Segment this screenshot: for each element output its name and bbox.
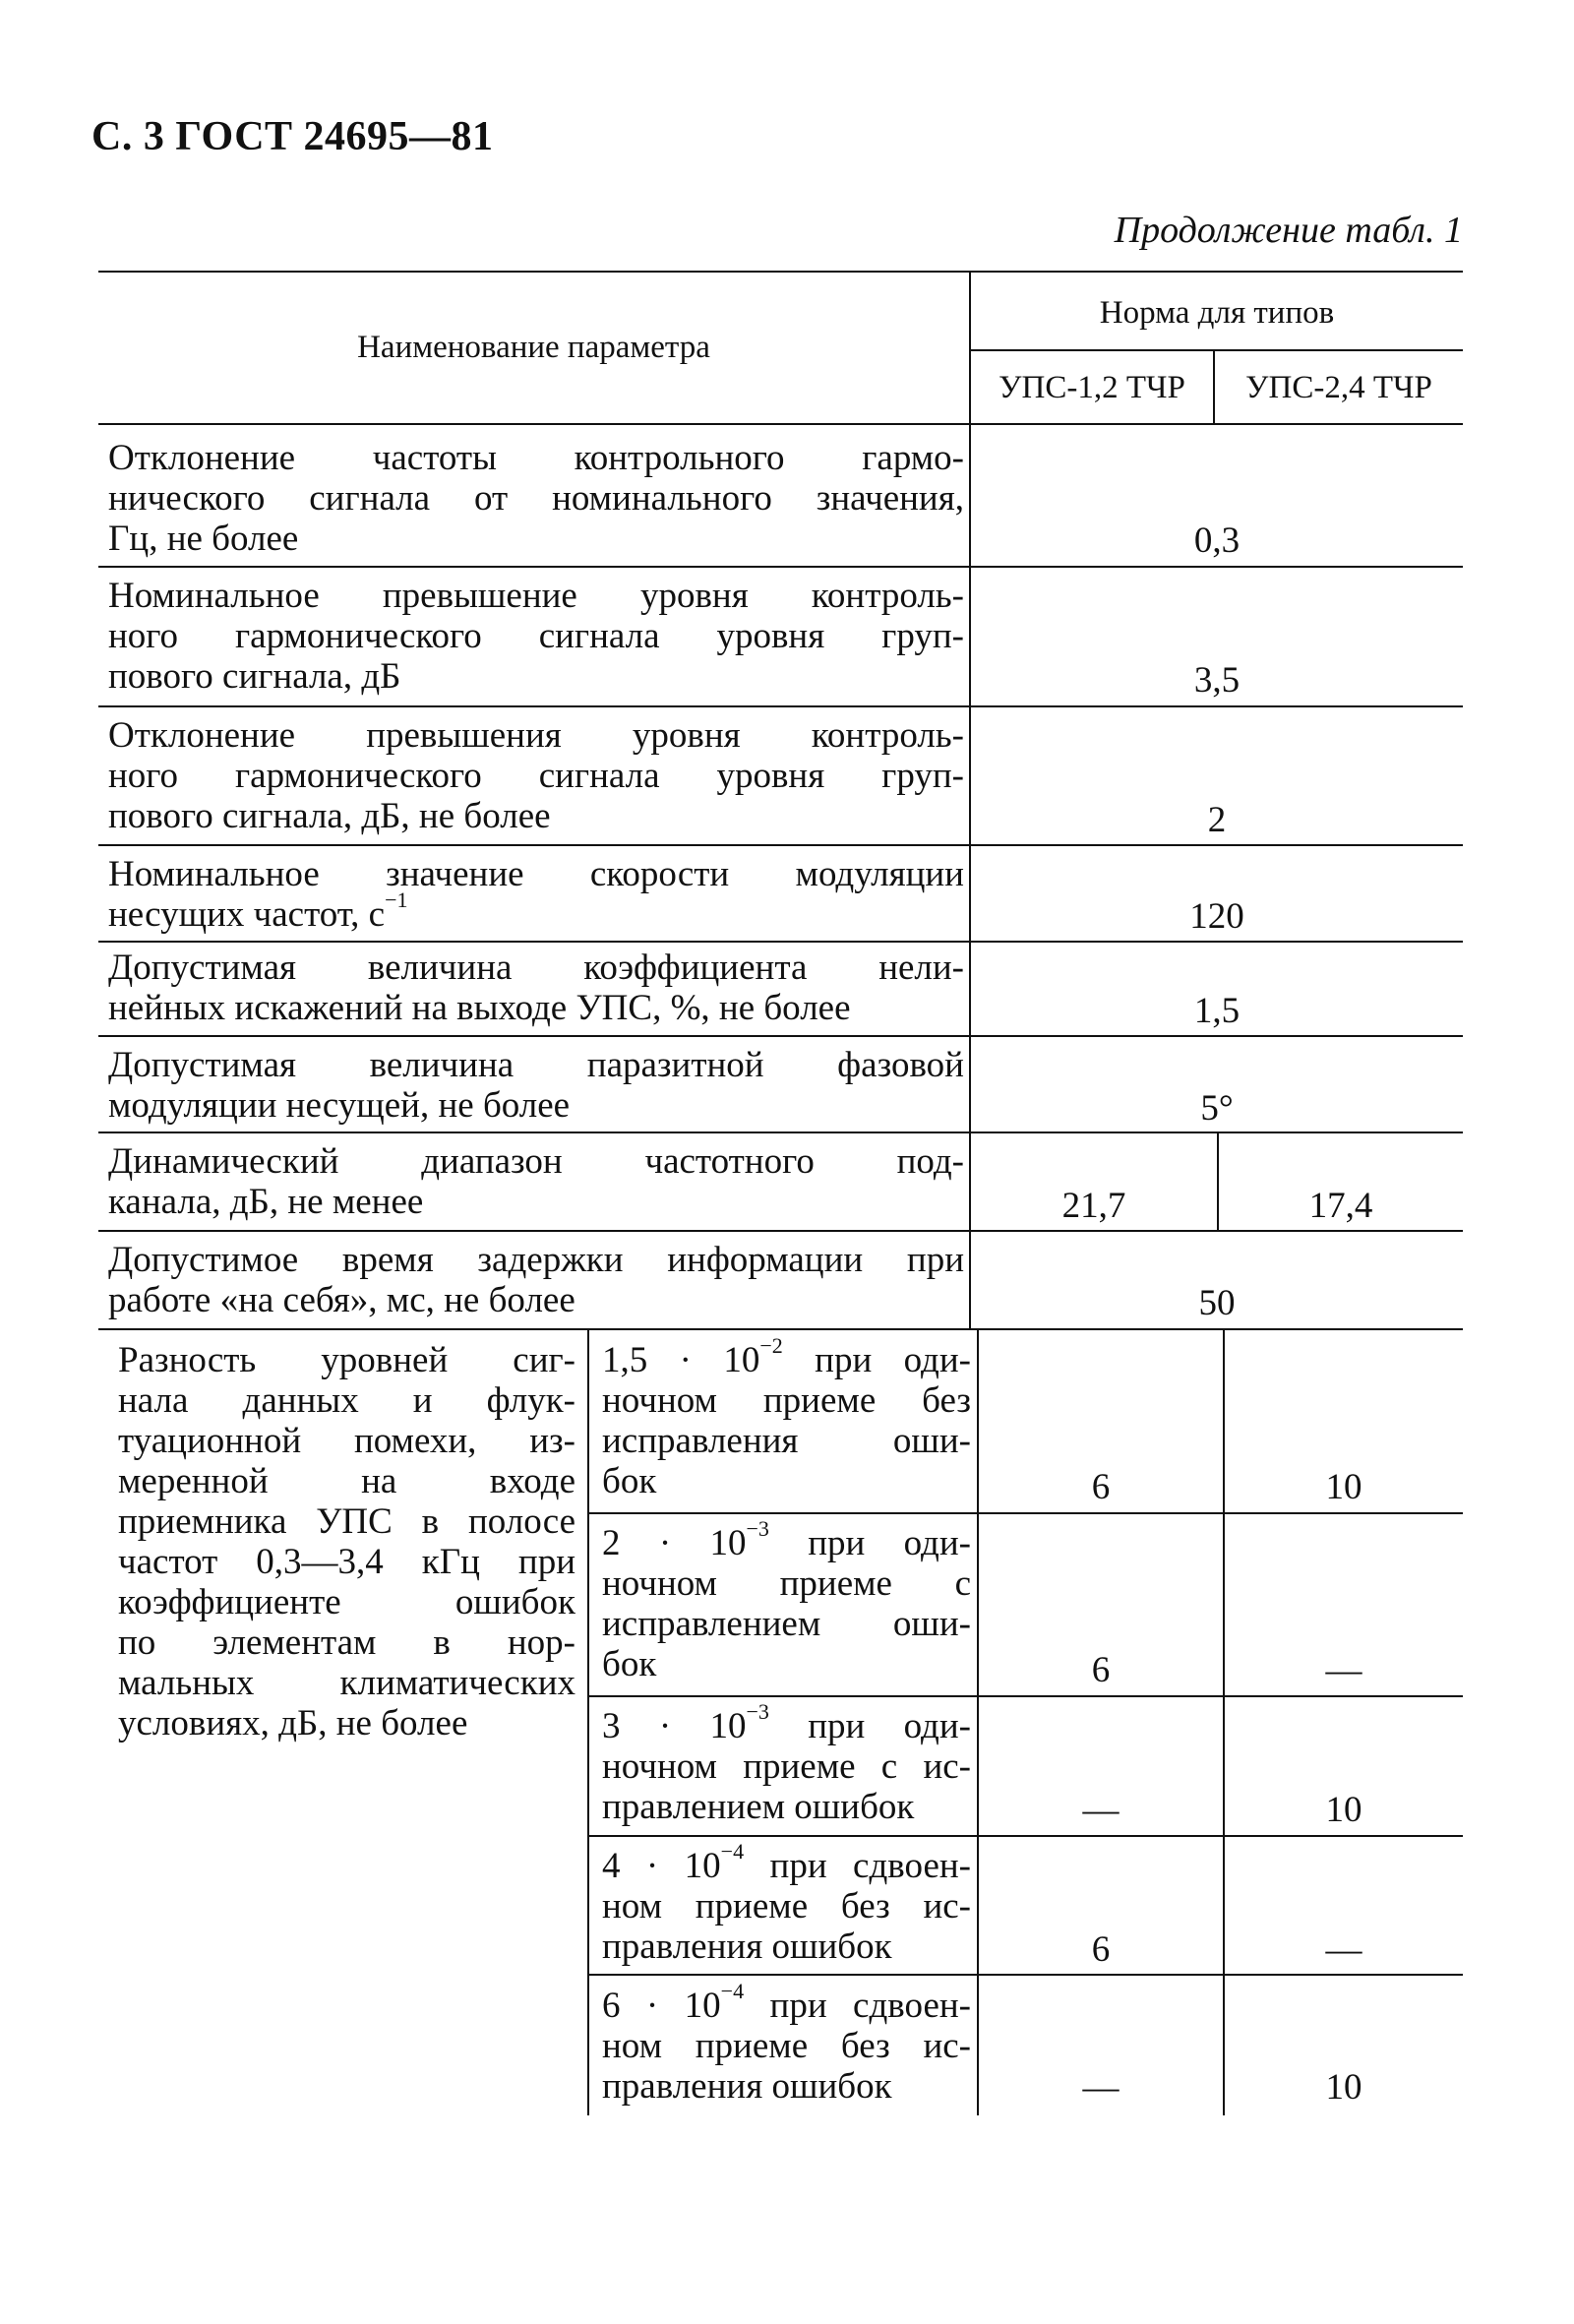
row-line: туационной помехи, из-	[118, 1421, 575, 1461]
table-top-rule	[98, 271, 1463, 273]
norm-sub-rule	[971, 349, 1463, 351]
row-line: модуляции несущей, не более	[108, 1085, 571, 1126]
value-row-5: 1,5	[1193, 991, 1241, 1031]
row-rule	[98, 1131, 1463, 1133]
row-rule	[98, 1230, 1463, 1232]
superscript: −3	[746, 1698, 769, 1724]
table-continuation-label: Продолжение табл. 1	[1114, 210, 1463, 251]
value-row-7-col2: 17,4	[1308, 1186, 1373, 1226]
row-line: нала данных и флук-	[118, 1380, 575, 1421]
row-line: ного гармонического сигнала уровня груп-	[108, 616, 964, 656]
row-line: ночном приеме без	[602, 1380, 971, 1421]
sub-base: 6 · 10	[602, 1986, 721, 2026]
row-line: нического сигнала от номинального значения,	[108, 478, 964, 519]
row-line: бок	[602, 1644, 657, 1684]
sub-column-right-rule	[977, 1328, 979, 2115]
sub-condition-2	[602, 1515, 972, 1684]
type-split-rule	[1223, 1328, 1225, 2115]
row-line: ного гармонического сигнала уровня груп-	[108, 756, 964, 796]
sub-4-value-col1: 6	[1091, 1929, 1111, 1970]
sub-column-left-rule	[587, 1328, 589, 2115]
sub-base: 3 · 10	[602, 1706, 747, 1746]
row-line: Отклонение превышения уровня контроль-	[108, 715, 964, 756]
value-row-8: 50	[1198, 1283, 1236, 1323]
value-row-7-col1: 21,7	[1061, 1186, 1126, 1226]
row-line: Допустимая величина паразитной фазовой	[108, 1045, 964, 1085]
value-row-3: 2	[1207, 800, 1227, 840]
row-line: правления ошибок	[602, 2066, 892, 2107]
value-row-6: 5°	[1200, 1088, 1234, 1129]
param-row-9	[118, 1340, 575, 1743]
row-rule	[98, 705, 1463, 707]
sub-condition-5	[602, 1978, 971, 2107]
type-header-2: УПС-2,4 ТЧР	[1245, 370, 1432, 405]
param-row-5	[108, 948, 964, 1028]
sub-rule	[587, 1512, 1463, 1514]
row-line: меренной на входе	[118, 1461, 575, 1501]
row-line: условиях, дБ, не более	[118, 1703, 468, 1743]
norm-header: Норма для типов	[1099, 295, 1335, 331]
row-line-with-sup	[108, 887, 964, 935]
row-line: правления ошибок	[602, 1926, 892, 1967]
row-line: Динамический диапазон частотного под-	[108, 1141, 964, 1182]
sub-rule	[587, 1974, 1463, 1976]
row-line: Гц, не более	[108, 519, 299, 559]
sub-base: 2 · 10	[602, 1523, 747, 1563]
row-line: Допустимое время задержки информации при	[108, 1240, 964, 1280]
sub-rest: при оди-	[768, 1523, 972, 1563]
row-line: ном приеме без ис-	[602, 2026, 971, 2066]
row-line: работе «на себя», мс, не более	[108, 1280, 575, 1320]
row-line: пового сигнала, дБ, не более	[108, 796, 551, 836]
row-line: пового сигнала, дБ	[108, 656, 401, 697]
row-line: бок	[602, 1461, 657, 1501]
row-line: Отклонение частоты контрольного гармо-	[108, 438, 964, 478]
row-line: ночном приеме с	[602, 1563, 971, 1604]
row-line: коэффициенте ошибок	[118, 1582, 575, 1622]
sub-condition-4	[602, 1838, 971, 1967]
sub-2-value-col1: 6	[1091, 1650, 1111, 1690]
sub-1-value-col1: 6	[1091, 1467, 1111, 1507]
sub-rest: при оди-	[768, 1706, 972, 1746]
sub-5-value-col1: —	[1082, 2067, 1120, 2108]
row-line: по элементам в нор-	[118, 1622, 575, 1663]
row-line-text: несущих частот, с	[108, 894, 386, 935]
sub-first-line	[602, 1332, 972, 1380]
row-rule	[98, 566, 1463, 568]
sub-base: 4 · 10	[602, 1846, 721, 1886]
row-line: Допустимая величина коэффициента нели-	[108, 948, 964, 988]
value-row-4: 120	[1189, 896, 1244, 937]
head-bottom-rule	[98, 423, 1463, 425]
value-row-2: 3,5	[1193, 660, 1241, 701]
superscript: −1	[385, 887, 408, 912]
value-row-1: 0,3	[1193, 520, 1241, 561]
sub-first-line	[602, 1978, 971, 2026]
param-row-2	[108, 576, 964, 697]
sub-rest: при оди-	[782, 1340, 972, 1380]
superscript: −2	[759, 1332, 783, 1358]
row-rule	[98, 1035, 1463, 1037]
sub-rule	[587, 1835, 1463, 1837]
superscript: −3	[746, 1515, 769, 1541]
type-header-1: УПС-1,2 ТЧР	[999, 370, 1185, 405]
row-line: канала, дБ, не менее	[108, 1182, 424, 1222]
row-line: исправления оши-	[602, 1421, 971, 1461]
sub-5-value-col2: 10	[1325, 2067, 1362, 2108]
row-rule	[98, 844, 1463, 846]
sub-4-value-col2: —	[1325, 1929, 1362, 1970]
row-line: Номинальное превышение уровня контроль-	[108, 576, 964, 616]
sub-1-value-col2: 10	[1325, 1467, 1362, 1507]
sub-rule	[587, 1695, 1463, 1697]
sub-first-line	[602, 1698, 972, 1746]
sub-condition-1	[602, 1332, 972, 1501]
param-row-1	[108, 438, 964, 559]
param-header: Наименование параметра	[357, 330, 710, 365]
param-row-4	[108, 854, 964, 935]
row-line: ночном приеме с ис-	[602, 1746, 971, 1787]
param-row-6	[108, 1045, 964, 1126]
row-rule	[98, 941, 1463, 943]
sub-2-value-col2: —	[1325, 1650, 1362, 1690]
sub-3-value-col2: 10	[1325, 1790, 1362, 1830]
param-row-7	[108, 1141, 964, 1222]
row-line: Номинальное значение скорости модуляции	[108, 854, 964, 894]
row-line: ном приеме без ис-	[602, 1886, 971, 1926]
sub-rest: при сдвоен-	[744, 1986, 971, 2026]
row-line: приемника УПС в полосе	[118, 1501, 575, 1542]
row-line: правлением ошибок	[602, 1787, 915, 1827]
row-line: Разность уровней сиг-	[118, 1340, 575, 1380]
sub-condition-3	[602, 1698, 972, 1827]
row-line: мальных климатических	[118, 1663, 575, 1703]
row-rule	[98, 1328, 1463, 1330]
superscript: −4	[720, 1838, 745, 1864]
page-header: С. 3 ГОСТ 24695—81	[91, 114, 494, 159]
sub-3-value-col1: —	[1082, 1790, 1120, 1830]
sub-first-line	[602, 1838, 971, 1886]
row-line: нейных искажений на выходе УПС, %, не более	[108, 988, 851, 1028]
sub-first-line	[602, 1515, 972, 1563]
row-line: частот 0,3—3,4 кГц при	[118, 1542, 575, 1582]
param-row-8	[108, 1240, 964, 1320]
row-line: исправлением оши-	[602, 1604, 971, 1644]
superscript: −4	[720, 1978, 745, 2003]
param-row-3	[108, 715, 964, 836]
sub-rest: при сдвоен-	[744, 1846, 971, 1886]
sub-base: 1,5 · 10	[602, 1340, 760, 1380]
